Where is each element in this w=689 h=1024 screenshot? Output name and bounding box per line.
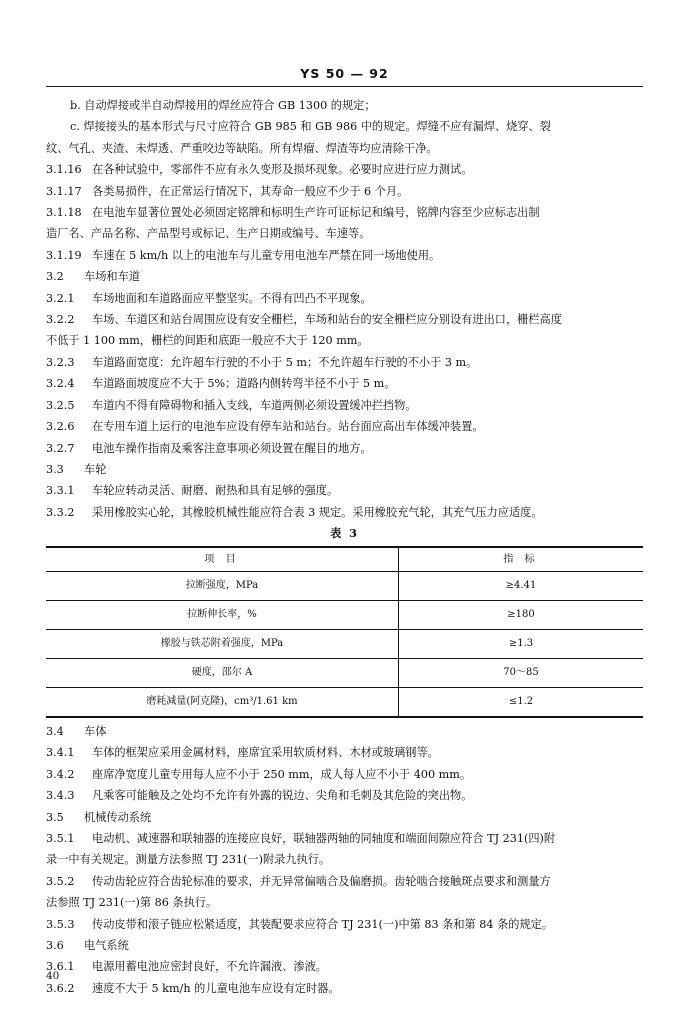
table-cell-spec: ≥4.41 — [399, 571, 644, 600]
text-line — [46, 181, 643, 202]
clause-number: 3.6.2 — [46, 981, 75, 995]
text-line — [46, 438, 643, 459]
table-cell-spec: ≥1.3 — [399, 629, 644, 658]
clause-text: 车轮应转动灵活、耐磨、耐热和具有足够的强度。 — [92, 484, 339, 498]
text-line — [46, 807, 643, 828]
clause-number: 3.3 — [46, 462, 64, 476]
text-line — [46, 828, 643, 849]
clause-text: 电气系统 — [84, 939, 129, 952]
clause-number: 3.5.1 — [46, 831, 75, 845]
text-line: b. 自动焊接或半自动焊接用的焊丝应符合 GB 1300 的规定； — [70, 99, 376, 112]
clause-number: 3.1.19 — [46, 248, 82, 262]
text-line — [46, 245, 643, 266]
text-line — [46, 395, 643, 416]
text-line — [46, 416, 643, 437]
clause-number: 3.2 — [46, 270, 64, 284]
table-cell-spec: 70～85 — [399, 658, 644, 687]
table-cell-item: 拉断伸长率，% — [46, 600, 399, 629]
clause-number: 3.2.2 — [46, 313, 75, 327]
text-line — [46, 956, 643, 977]
header-rule — [46, 86, 643, 87]
clause-number: 3.2.6 — [46, 420, 75, 434]
table-row — [46, 600, 643, 629]
table-cell-item: 硬度，邵尔 A — [46, 658, 399, 687]
table-row — [46, 571, 643, 600]
clause-text: 在各种试验中，零部件不应有永久变形及损坏现象。必要时应进行应力测试。 — [92, 163, 473, 177]
text-line — [46, 502, 643, 523]
rubber-properties-table — [46, 546, 643, 718]
clause-text: 电源用蓄电池应密封良好，不允许漏液、渗液。 — [92, 960, 327, 974]
clause-number: 3.3.2 — [46, 505, 75, 519]
text-line: 录一中有关规定。测量方法参照 TJ 231(一)附录九执行。 — [46, 853, 331, 867]
clause-number: 3.2.3 — [46, 355, 75, 369]
text-line — [46, 721, 643, 742]
clause-number: 3.5 — [46, 810, 64, 824]
clause-text: 机械传动系统 — [84, 810, 152, 824]
clause-text: 电池车操作指南及乘客注意事项必须设置在醒目的地方。 — [92, 441, 372, 455]
text-line: c. 焊接接头的基本形式与尺寸应符合 GB 985 和 GB 986 中的规定。焊缝不应有漏焊、烧穿、裂 — [70, 120, 551, 134]
text-line — [46, 309, 643, 330]
column-header-item: 项 目 — [46, 547, 399, 572]
text-line: 不低于 1 100 mm，栅栏的间距和底距一般应不大于 120 mm。 — [46, 334, 369, 348]
table-row — [46, 658, 643, 687]
text-section-after-table — [46, 721, 643, 999]
clause-number: 3.1.18 — [46, 206, 82, 220]
clause-text: 电动机、减速器和联轴器的连接应良好，联轴器两轴的同轴度和端面间隙应符合 TJ 231(四)附 — [92, 831, 556, 845]
clause-number: 3.2.5 — [46, 398, 75, 412]
clause-number: 3.1.17 — [46, 184, 82, 198]
table-cell-spec: ≥180 — [399, 600, 644, 629]
text-line — [46, 288, 643, 309]
clause-number: 3.6.1 — [46, 960, 75, 974]
clause-text: 在电池车显著位置处必须固定铭牌和标明生产许可证标记和编号，铭牌内容至少应标志出制 — [92, 206, 540, 220]
clause-text: 车速在 5 km/h 以上的电池车与儿童专用电池车严禁在同一场地使用。 — [92, 248, 441, 262]
page-number: 40 — [46, 970, 60, 982]
table-header-row — [46, 547, 643, 572]
clause-number: 3.4 — [46, 724, 64, 738]
text-section-before-table — [46, 95, 643, 523]
text-line — [46, 935, 643, 956]
table-row — [46, 687, 643, 717]
clause-number: 3.5.2 — [46, 874, 75, 888]
clause-text: 座席净宽度儿童专用每人应不小于 250 mm，成人每人应不小于 400 mm。 — [92, 767, 472, 781]
text-line: 法参照 TJ 231(一)第 86 条执行。 — [46, 896, 218, 910]
table-cell-item: 磨耗减量(阿克隆)，cm³/1.61 km — [46, 687, 399, 717]
text-line — [46, 459, 643, 480]
clause-number: 3.1.16 — [46, 163, 82, 177]
clause-text: 车体 — [84, 724, 107, 738]
standard-code-header: YS 50 — 92 — [300, 66, 389, 81]
text-line: 造厂名、产品名称、产品型号或标记、生产日期或编号、车速等。 — [46, 227, 371, 241]
clause-number: 3.2.4 — [46, 377, 75, 391]
text-line — [46, 764, 643, 785]
clause-text: 车场和车道 — [84, 270, 140, 284]
clause-text: 采用橡胶实心轮，其橡胶机械性能应符合表 3 规定。采用橡胶充气轮，其充气压力应适度。 — [92, 505, 543, 519]
table-row — [46, 629, 643, 658]
text-line — [46, 352, 643, 373]
table-caption: 表 3 — [330, 526, 359, 541]
text-line — [46, 373, 643, 394]
clause-text: 凡乘客可能触及之处均不允许有外露的锐边、尖角和毛刺及其危险的突出物。 — [92, 789, 473, 803]
table-cell-item: 拉断强度，MPa — [46, 571, 399, 600]
clause-number: 3.6 — [46, 939, 64, 952]
column-header-spec: 指 标 — [399, 547, 644, 572]
text-line — [46, 159, 643, 180]
text-line: 纹、气孔、夹渣、未焊透、严重咬边等缺陷。所有焊瘤、焊渣等均应清除干净。 — [46, 141, 438, 155]
text-line — [46, 266, 643, 287]
clause-text: 车场地面和车道路面应平整坚实。不得有凹凸不平现象。 — [92, 291, 372, 305]
clause-text: 速度不大于 5 km/h 的儿童电池车应设有定时器。 — [92, 981, 340, 995]
clause-text: 车道路面坡度应不大于 5%；道路内侧转弯半径不小于 5 m。 — [92, 377, 396, 391]
document-body — [46, 95, 643, 999]
text-line — [46, 202, 643, 223]
text-line — [46, 480, 643, 501]
text-line — [46, 978, 643, 999]
clause-text: 传动皮带和滚子链应松紧适度，其装配要求应符合 TJ 231(一)中第 83 条和第 84 条的规定。 — [92, 917, 554, 931]
clause-number: 3.3.1 — [46, 484, 75, 498]
clause-number: 3.5.3 — [46, 917, 75, 931]
text-line — [46, 785, 643, 806]
table-cell-item: 橡胶与铁芯附着强度，MPa — [46, 629, 399, 658]
clause-text: 车体的框架应采用金属材料，座席宜采用软质材料、木材或玻璃钢等。 — [92, 746, 439, 760]
clause-number: 3.4.3 — [46, 789, 75, 803]
clause-text: 车场、车道区和站台周围应设有安全栅栏，车场和站台的安全栅栏应分别设有进出口，栅栏高度 — [92, 313, 562, 327]
clause-text: 车道内不得有障碍物和插入支线，车道两侧必须设置缓冲拦挡物。 — [92, 398, 417, 412]
clause-number: 3.2.1 — [46, 291, 75, 305]
clause-text: 各类易损件，在正常运行情况下，其寿命一般应不少于 6 个月。 — [92, 184, 409, 198]
clause-text: 车轮 — [84, 462, 107, 476]
text-line — [46, 742, 643, 763]
clause-number: 3.2.7 — [46, 441, 75, 455]
clause-text: 传动齿轮应符合齿轮标准的要求，并无异常偏啮合及偏磨损。齿轮啮合接触斑点要求和测量方 — [92, 874, 551, 888]
clause-text: 在专用车道上运行的电池车应设有停车站和站台。站台面应高出车体缓冲装置。 — [92, 420, 484, 434]
clause-number: 3.4.1 — [46, 746, 75, 760]
text-line — [46, 914, 643, 935]
table-cell-spec: ≤1.2 — [399, 687, 644, 717]
clause-text: 车道路面宽度：允许超车行驶的不小于 5 m；不允许超车行驶的不小于 3 m。 — [92, 355, 478, 369]
text-line — [46, 871, 643, 892]
clause-number: 3.4.2 — [46, 767, 75, 781]
